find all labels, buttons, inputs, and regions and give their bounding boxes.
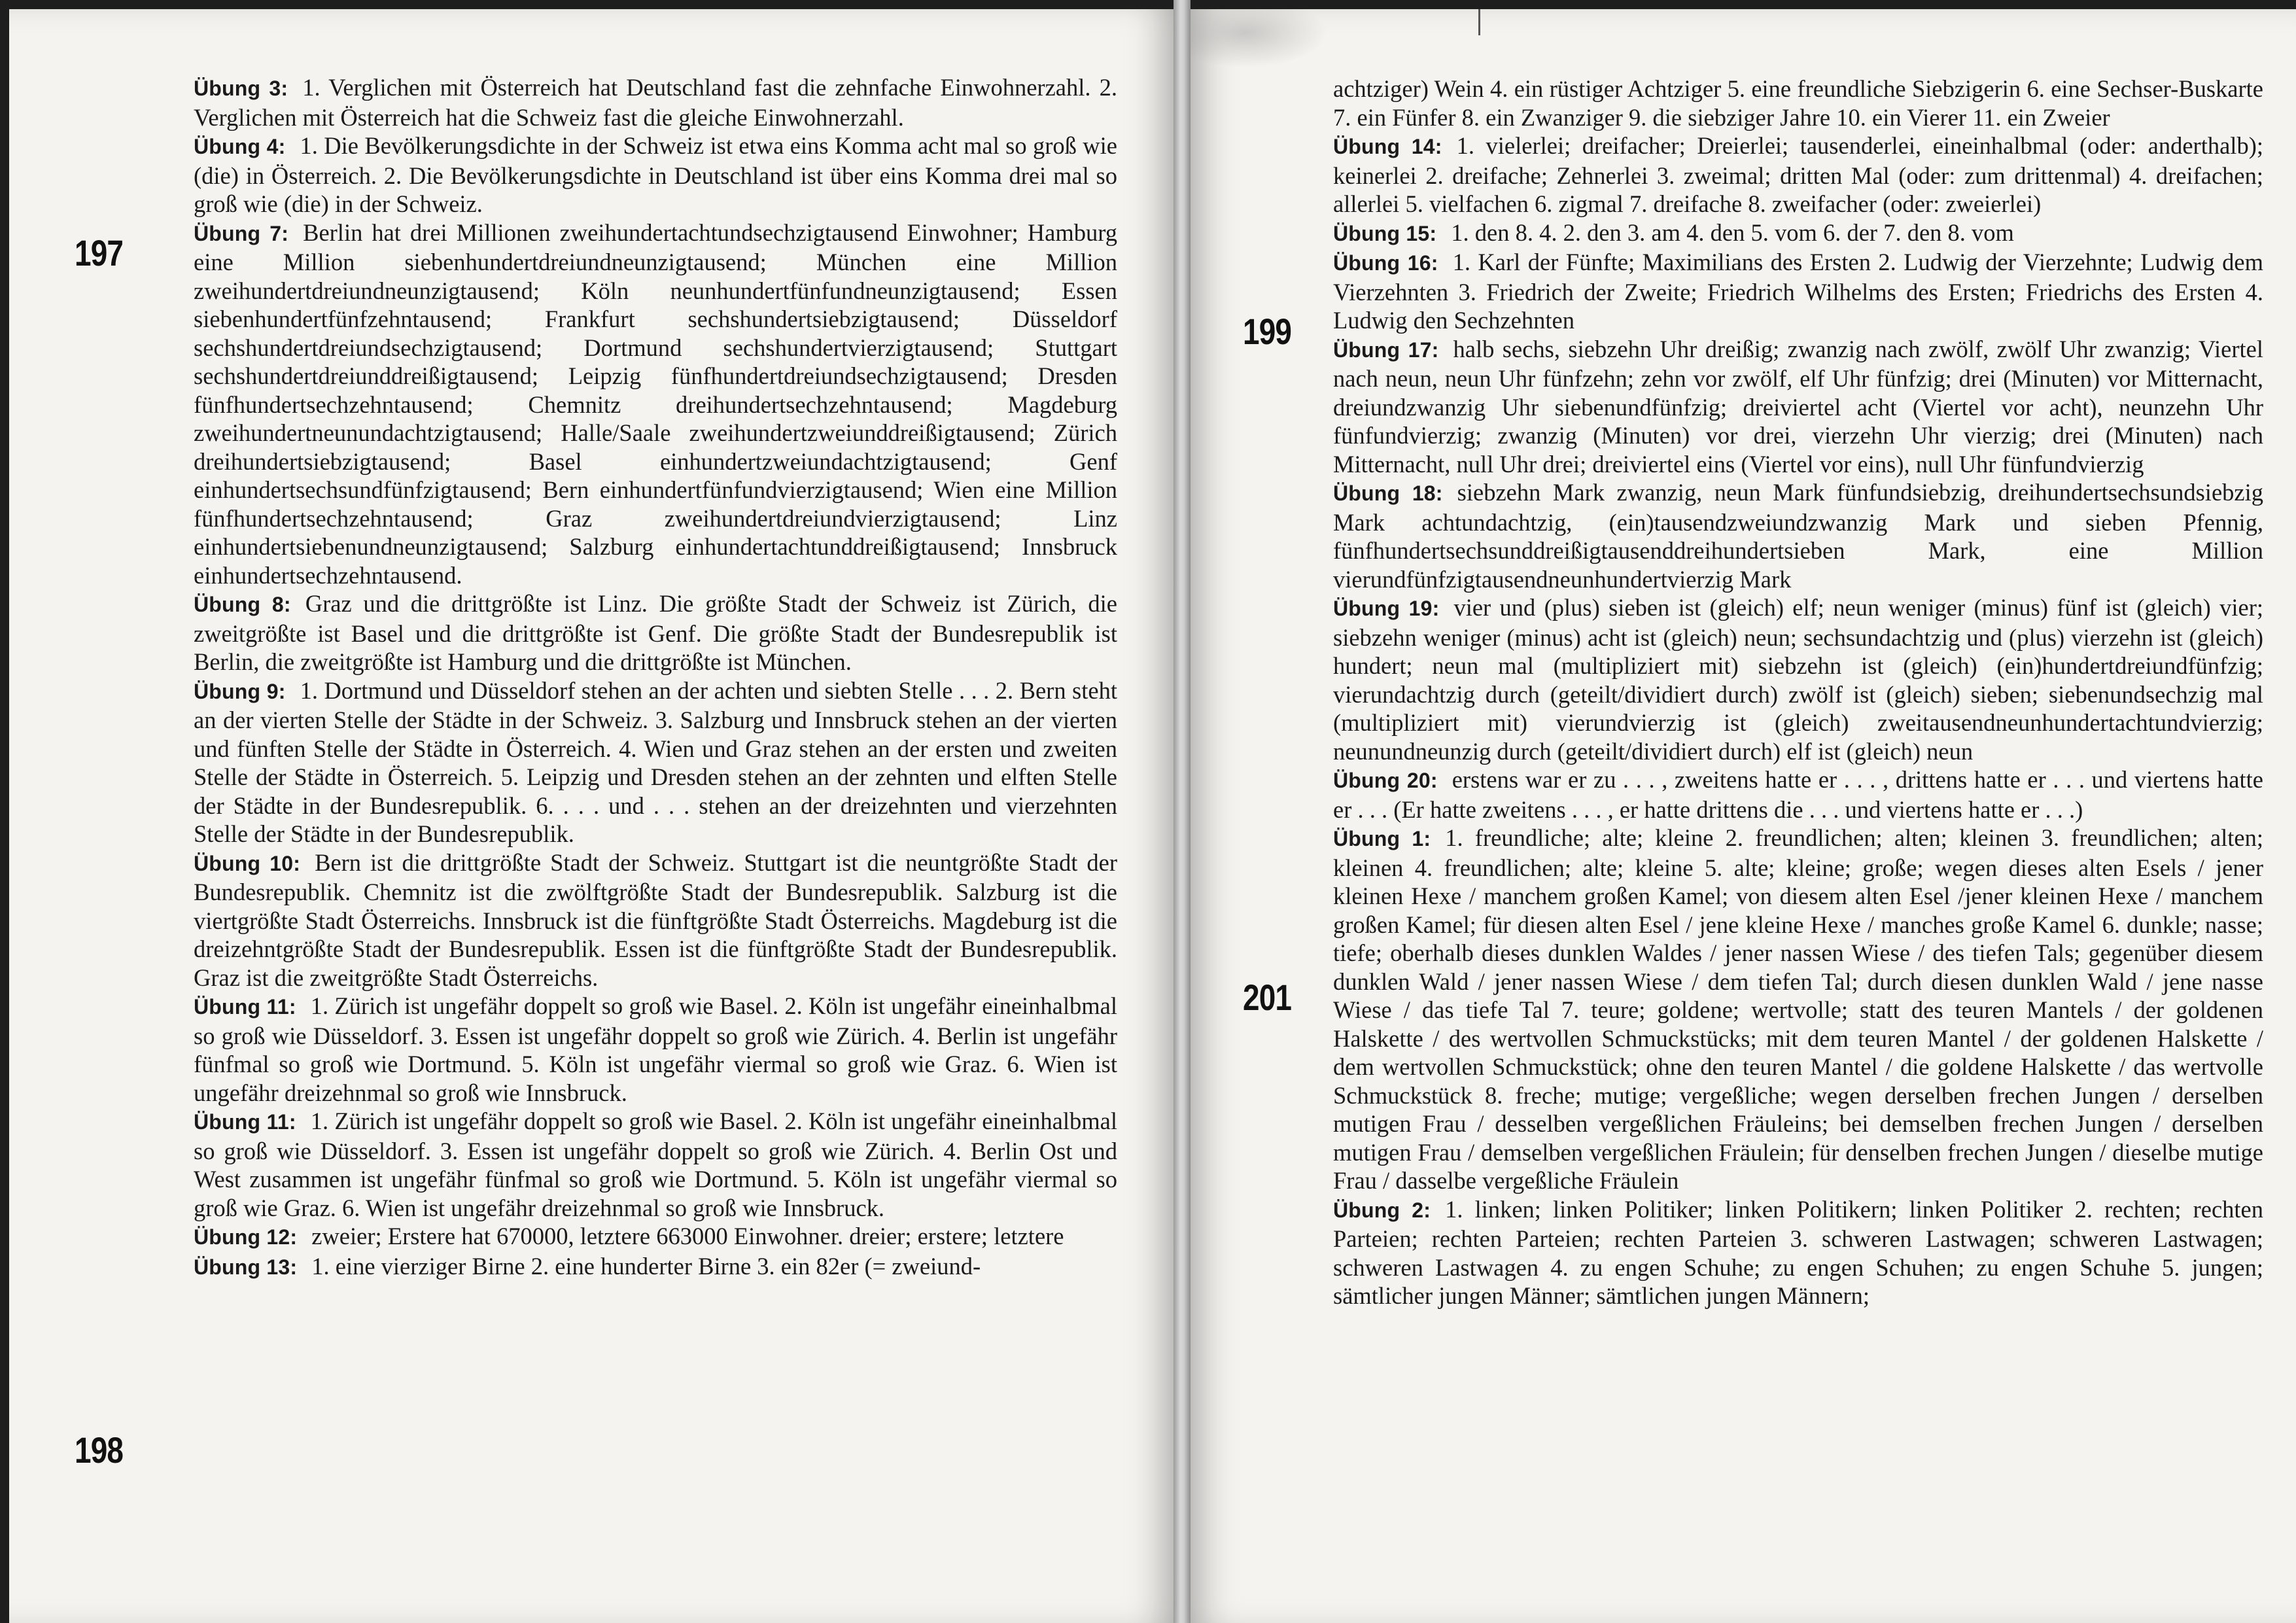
exercise-answer [194, 1222, 1117, 1252]
exercise-label: Übung 11: [194, 1110, 296, 1134]
exercise-answer [194, 131, 1117, 218]
exercise-answer [1333, 335, 2263, 479]
exercise-answer [1333, 131, 2263, 218]
exercise-label: Übung 18: [1333, 481, 1443, 505]
exercise-text: 1. Die Bevölkerungsdichte in der Schweiz ist etwa eins Komma acht mal so groß wie (die) in Österreich. 2. Die Bevölkerungsdichte in Deutschland ist über eins Komma drei mal so groß wie (die) in der Schweiz. [194, 132, 1117, 217]
exercise-answer [194, 992, 1117, 1107]
exercise-answer [194, 848, 1117, 992]
exercise-answer [1333, 824, 2263, 1195]
exercise-text: 1. eine vierziger Birne 2. eine hunderter Birne 3. ein 82er (= zweiund- [311, 1252, 981, 1280]
exercise-text: halb sechs, siebzehn Uhr dreißig; zwanzig nach zwölf, zwölf Uhr zwanzig; Viertel nach neun, neun Uhr fünfzehn; zehn vor zwölf, elf Uhr fünfzig; drei (Minuten) vor Mitternacht, dreiundzwanzig Uhr siebenundfünfzig; dreiviertel acht (Viertel vor acht), neunzehn Uhr fünfundvierzig; zwanzig (Minuten) vor drei, vierzehn Uhr vierzig; drei (Minuten) nach Mitternacht, null Uhr drei; dreiviertel eins (Viertel vor eins), null Uhr fünfundvierzig [1333, 335, 2264, 478]
exercise-label: Übung 19: [1333, 597, 1440, 620]
exercise-answer [1333, 75, 2263, 131]
page-number: 201 [1243, 977, 1292, 1018]
exercise-answer [194, 1252, 1117, 1282]
exercise-text: 1. vielerlei; dreifacher; Dreierlei; tausenderlei, eineinhalbmal (oder: anderthalb); keinerlei 2. dreifache; Zehnerlei 3. zweimal; dritten Mal (oder: zum drittenmal) 4. dreifachen; allerlei 5. vielfachen 6. zigmal 7. dreifache 8. zweifacher (oder: zweierlei) [1333, 132, 2263, 217]
exercise-label: Übung 14: [1333, 135, 1442, 158]
exercise-text: Graz und die drittgrößte ist Linz. Die größte Stadt der Schweiz ist Zürich, die zweitgrößte ist Basel und die drittgrößte ist Genf. Die größte Stadt der Bundesrepublik ist Berlin, die zweitgrößte ist Hamburg und die drittgrößte ist München. [194, 590, 1117, 675]
scan-mark [1478, 9, 1480, 35]
exercise-label: Übung 3: [194, 77, 288, 100]
exercise-text: siebzehn Mark zwanzig, neun Mark fünfundsiebzig, dreihundertsechsundsiebzig Mark achtundachtzig, (ein)tausendzweiundzwanzig Mark und sieben Pfennig, fünfhundertsechsunddreißigtausenddreihundertsieben Mark, eine Million vierundfünfzigtausendneunhundertvierzig Mark [1333, 479, 2263, 593]
exercise-text: Berlin hat drei Millionen zweihundertachtundsechzigtausend Einwohner; Hamburg eine Million siebenhundertdreiundneunzigtausend; München eine Million zweihundertdreiundneunzigtausend; Köln neunhundertfünfundneunzigtausend; Essen siebenhundertfünfzehntausend; Frankfurt sechshundertsiebzigtausend; Düsseldorf sechshundertdreiundsechzigtausend; Dortmund sechshundertvierzigtausend; Stuttgart sechshundertdreiunddreißigtausend; Leipzig fünfhundertdreiundsechzigtausend; Dresden fünfhundertsechzehntausend; Chemnitz dreihundertsechzehntausend; Magdeburg zweihundertneunundachtzigtausend; Halle/Saale zweihundertzweiunddreißigtausend; Zürich dreihundertsiebzigtausend; Basel einhundertzweiundachtzigtausend; Genf einhundertsechsundfünfzigtausend; Bern einhundertfünfundvierzigtausend; Wien eine Million fünfhundertsechzehntausend; Graz zweihundertdreiundvierzigtausend; Linz einhundertsiebenundneunzigtausend; Salzburg einhundertachtunddreißigtausend; Innsbruck einhundertsechzehntausend. [194, 218, 1117, 589]
exercise-answer [1333, 478, 2263, 593]
book-gutter [1174, 0, 1191, 1623]
exercise-label: Übung 4: [194, 135, 286, 158]
exercise-text: 1. Verglichen mit Österreich hat Deutschland fast die zehnfache Einwohnerzahl. 2. Verglichen mit Österreich hat die Schweiz fast die gleiche Einwohnerzahl. [194, 74, 1118, 131]
scan-smudge [1191, 9, 1328, 68]
exercise-label: Übung 7: [194, 221, 289, 245]
exercise-answer [1333, 1195, 2263, 1310]
exercise-answer [194, 1107, 1117, 1222]
exercise-text: 1. Dortmund und Düsseldorf stehen an der achten und siebten Stelle . . . 2. Bern steht an der vierten Stelle der Städte in der Schweiz. 3. Salzburg und Innsbruck stehen an der vierten und fünften Stelle der Städte in Österreich. 4. Wien und Graz stehen an der ersten und zweiten Stelle der Städte in Österreich. 5. Leipzig und Dresden stehen an der zehnten und elften Stelle der Städte in der Bundesrepublik. 6. . . . und . . . stehen an der dreizehnten und vierzehnten Stelle der Städte in der Bundesrepublik. [194, 676, 1117, 847]
exercise-label: Übung 2: [1333, 1198, 1431, 1222]
exercise-answer [1333, 593, 2263, 765]
exercise-text: achtziger) Wein 4. ein rüstiger Achtziger 5. eine freundliche Siebzigerin 6. eine Sechser-Buskarte 7. ein Fünfer 8. ein Zwanziger 9. die siebziger Jahre 10. ein Vierer 11. ein Zweier [1333, 75, 2263, 131]
exercise-answer [194, 218, 1117, 590]
exercise-text: zweier; Erstere hat 670000, letztere 663000 Einwohner. dreier; erstere; letztere [311, 1223, 1064, 1249]
exercise-label: Übung 20: [1333, 769, 1438, 792]
exercise-text: 1. Zürich ist ungefähr doppelt so groß wie Basel. 2. Köln ist ungefähr eineinhalbmal so groß wie Düsseldorf. 3. Essen ist ungefähr doppelt so groß wie Zürich. 4. Berlin ist ungefähr fünfmal so groß wie Dortmund. 5. Köln ist ungefähr viermal so groß wie Graz. 6. Wien ist ungefähr dreizehnmal so groß wie Innsbruck. [194, 992, 1117, 1106]
exercise-answer [1333, 248, 2263, 335]
page-number: 199 [1243, 311, 1292, 352]
exercise-text: 1. Zürich ist ungefähr doppelt so groß wie Basel. 2. Köln ist ungefähr eineinhalbmal so groß wie Düsseldorf. 3. Essen ist ungefähr doppelt so groß wie Zürich. 4. Berlin Ost und West zusammen ist ungefähr fünfmal so groß wie Dortmund. 5. Köln ist ungefähr viermal so groß wie Graz. 6. Wien ist ungefähr dreizehnmal so groß wie Innsbruck. [194, 1108, 1117, 1221]
exercise-label: Übung 8: [194, 593, 291, 616]
exercise-label: Übung 13: [194, 1255, 298, 1279]
exercise-text: erstens war er zu . . . , zweitens hatte er . . . , drittens hatte er . . . und viertens hatte er . . . (Er hatte zweitens . . . , er hatte drittens die . . . und viertens hatte er . . .) [1333, 766, 2263, 823]
page-number: 198 [75, 1429, 124, 1471]
exercise-answer [194, 589, 1117, 676]
exercise-answer [194, 73, 1117, 131]
exercise-text: 1. Karl der Fünfte; Maximilians des Ersten 2. Ludwig der Vierzehnte; Ludwig dem Vierzehnten 3. Friedrich der Zweite; Friedrich Wilhelms des Ersten; Friedrichs des Ersten 4. Ludwig den Sechzehnten [1333, 249, 2263, 334]
right-page [1191, 9, 2296, 1623]
exercise-text: 1. freundliche; alte; kleine 2. freundlichen; alten; kleinen 3. freundlichen; alten; kleinen 4. freundlichen; alte; kleine 5. alte; kleine; große; wegen dieses alten Esels / jener kleinen Hexe / manchem großen Kamel; von diesem alten Esel /jener kleinen Hexe / manchem großen Kamel; für diesen alten Esel / jene kleine Hexe / manches große Kamel 6. dunkle; nasse; tiefe; oberhalb dieses dunklen Waldes / jener nassen Wiese / des tiefen Tals; gegenüber diesem dunklen Wald / jener nassen Wiese / dem tiefen Tal; durch diesen dunklen Wald / jene nasse Wiese / das tiefe Tal 7. teure; goldene; wertvolle; statt des teuren Mantels / der goldenen Halskette / des wertvollen Schmuckstücks; mit dem teuren Mantel / der goldenen Halskette / dem wertvollen Schmuckstück; ohne den teuren Mantel / die goldene Halskette / das wertvolle Schmuckstück 8. freche; mutige; vergeßliche; wegen derselben frechen Jungen / derselben mutigen Frau / desselben vergeßlichen Fräuleins; bei demselben frechen Jungen / derselben mutigen Frau / demselben vergeßlichen Fräulein; für denselben frechen Jungen / dieselbe mutige Frau / dasselbe vergeßliche Fräulein [1333, 824, 2263, 1194]
exercise-label: Übung 15: [1333, 221, 1437, 245]
exercise-answer [1333, 765, 2263, 824]
exercise-text: 1. den 8. 4. 2. den 3. am 4. den 5. vom 6. der 7. den 8. vom [1451, 218, 2014, 246]
exercise-label: Übung 11: [194, 995, 296, 1019]
exercise-text: vier und (plus) sieben ist (gleich) elf; neun weniger (minus) fünf ist (gleich) vier; siebzehn weniger (minus) acht ist (gleich) neun; sechsundachtzig und (plus) vierzehn ist (gleich) hundert; neun mal (multipliziert mit) siebzehn ist (gleich) (ein)hundertdreiundfünfzig; vierundachtzig durch (geteilt/dividiert durch) zwölf ist (gleich) sieben; siebenundsechzig mal (multipliziert mit) vierundvierzig ist (gleich) zweitausendneunhundertachtundvierzig; neunundneunzig durch (geteilt/dividiert durch) elf ist (gleich) neun [1333, 594, 2263, 765]
exercise-label: Übung 12: [194, 1225, 298, 1249]
exercise-text: Bern ist die drittgrößte Stadt der Schweiz. Stuttgart ist die neuntgrößte Stadt der Bundesrepublik. Chemnitz ist die zwölftgrößte Stadt der Bundesrepublik. Salzburg ist die viertgrößte Stadt Österreichs. Innsbruck ist die fünftgrößte Stadt Österreichs. Magdeburg ist die dreizehntgrößte Stadt der Bundesrepublik. Essen ist die fünftgrößte Stadt der Bundesrepublik. Graz ist die zweitgrößte Stadt Österreichs. [194, 848, 1117, 991]
right-text-column [1333, 75, 2263, 1310]
exercise-answer [1333, 218, 2263, 249]
left-text-column [194, 73, 1117, 1282]
exercise-label: Übung 17: [1333, 338, 1439, 362]
exercise-answer [194, 676, 1117, 848]
exercise-text: 1. linken; linken Politiker; linken Politikern; linken Politiker 2. rechten; rechten Parteien; rechten Parteien; rechten Parteien 3. schweren Lastwagen; schweren Lastwagen; schweren Lastwagen 4. zu engen Schuhe; zu engen Schuhen; zu engen Schuhe 5. jungen; sämtlicher jungen Männer; sämtlichen jungen Männern; [1333, 1195, 2263, 1309]
left-page [9, 9, 1174, 1623]
exercise-label: Übung 10: [194, 851, 301, 875]
exercise-label: Übung 16: [1333, 251, 1438, 275]
exercise-label: Übung 1: [1333, 827, 1431, 850]
page-number: 197 [75, 232, 124, 273]
exercise-label: Übung 9: [194, 679, 286, 703]
